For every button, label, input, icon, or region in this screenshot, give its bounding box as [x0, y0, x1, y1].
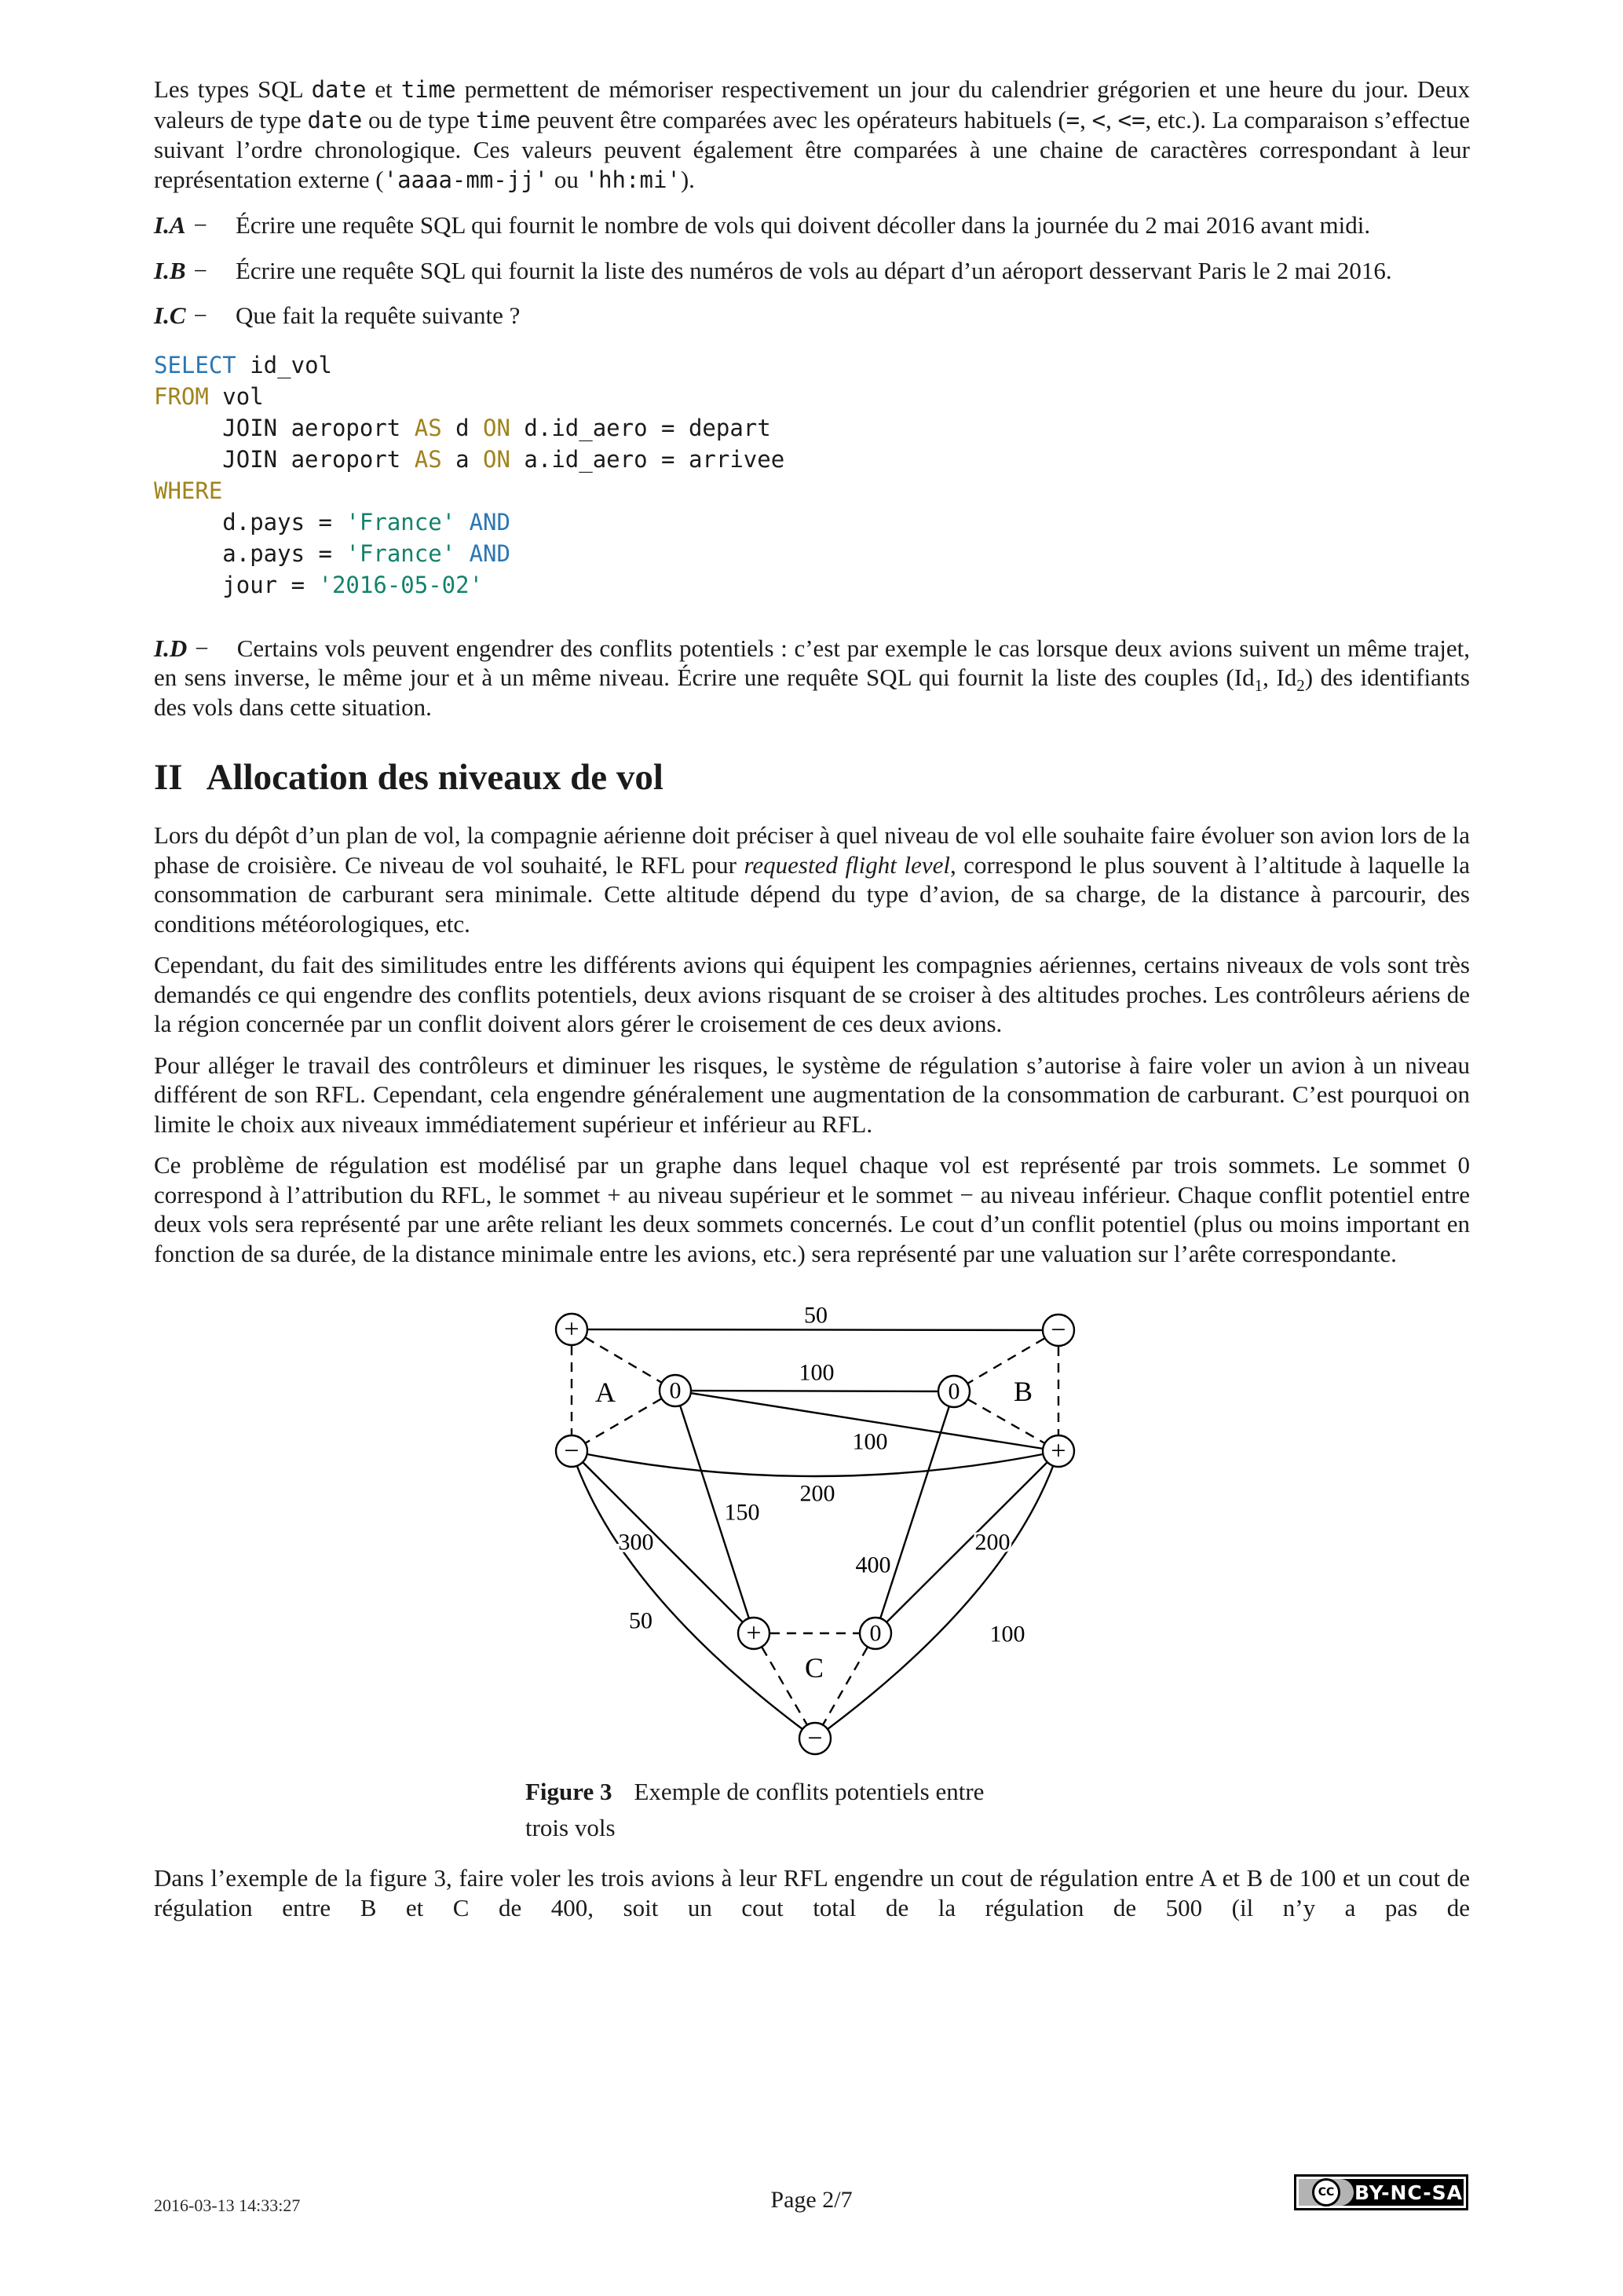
text-run: I.D [154, 634, 188, 662]
text-run: ). [680, 165, 695, 193]
figure-caption-label: Figure 3 [525, 1778, 612, 1805]
text-run: ou de type [362, 105, 476, 133]
sql-line [154, 412, 1470, 444]
edge-B--B0 [954, 1330, 1058, 1391]
graph-node-sign-C-: − [807, 1724, 823, 1753]
sql-token: jour = [154, 571, 319, 598]
edge-A0-A- [572, 1391, 675, 1451]
cc-license-badge-inner [1299, 2179, 1464, 2206]
sql-token: JOIN aeroport [154, 414, 415, 441]
text-run: permettent de mémoriser respectivement un jour du calendrier grégorien et une heure du jour. Deux valeurs de type [154, 75, 1471, 133]
graph-node-sign-C+: + [746, 1618, 762, 1648]
edge-C+-C- [754, 1633, 815, 1738]
text-run: 2 [1296, 676, 1305, 696]
sql-token: FROM [154, 382, 209, 410]
figure-caption-text: Exemple de conflits potentiels entre [634, 1778, 985, 1805]
text-run: requested flight level [744, 850, 950, 879]
intro-paragraph [154, 75, 1470, 195]
text-run: time [400, 76, 456, 103]
edge-weight-label: 100 [852, 1428, 888, 1455]
question-ic [154, 301, 1470, 331]
cc-license-label: BY-NC-SA [1354, 2181, 1464, 2204]
text-run: ) des identifiants des vols dans cette situation. [154, 664, 1470, 721]
closing-paragraph: Dans l’exemple de la figure 3, faire voler les trois avions à leur RFL engendre un cout de régulation entre A et B de 100 et un cout de régulation entre B et C de 400, soit un cout total de la régulation de 500 (il n’y a pas de [154, 1864, 1470, 1921]
graph-node-sign-B0: 0 [948, 1378, 960, 1405]
sql-token: d.id_aero = depart [510, 414, 771, 441]
graph-node-sign-B+: + [1051, 1436, 1066, 1466]
sql-token: AS [414, 414, 442, 441]
edge-A+-B- [572, 1329, 1058, 1330]
sql-token: '2016-05-02' [318, 571, 484, 598]
edge-weight-label: 100 [799, 1359, 835, 1386]
sql-token: d [441, 414, 484, 441]
text-run: date [307, 106, 363, 133]
sql-line [154, 349, 1470, 381]
text-run: Que fait la requête suivante ? [235, 302, 521, 329]
text-run: date [311, 76, 367, 103]
footer-timestamp: 2016-03-13 14:33:27 [154, 2195, 301, 2215]
text-run: I.A [154, 211, 186, 239]
edge-B+-C- [815, 1451, 1058, 1738]
sql-token: JOIN aeroport [154, 445, 415, 473]
edge-C0-C- [815, 1633, 875, 1738]
text-run: , Id [1263, 664, 1297, 691]
question-id [154, 634, 1470, 722]
graph-node-sign-C0: 0 [869, 1620, 882, 1647]
sql-token: d.pays = [154, 508, 346, 536]
text-run: Les types SQL [154, 75, 312, 103]
flight-label-A: A [595, 1377, 616, 1408]
text-run: = [1066, 106, 1080, 133]
sql-line [154, 381, 1470, 412]
sql-token: ON [483, 445, 510, 473]
sql-token: ON [483, 414, 510, 441]
text-run: Certains vols peuvent engendrer des conflits potentiels : c’est par exemple le cas lorsque deux avions suivent un même trajet, en sens inverse, le même jour et à un même niveau. Écrire une requête SQL qui fournit la liste des couples (Id [154, 634, 1470, 691]
sql-token: SELECT [154, 351, 236, 378]
sql-line [154, 538, 1470, 569]
text-run: Écrire une requête SQL qui fournit la liste des numéros de vols au départ d’un aéroport desservant Paris le 2 mai 2016. [235, 256, 1392, 284]
edge-weight-label: 400 [855, 1552, 891, 1578]
sql-token: 'France' [345, 508, 456, 536]
text-run: − [193, 302, 207, 329]
footer-page-number: Page 2/7 [770, 2187, 853, 2213]
cc-icon-panel [1299, 2179, 1354, 2206]
text-run: − [195, 634, 209, 662]
text-run: I.C [154, 302, 186, 329]
text-run: Lors du dépôt d’un plan de vol, la compagnie aérienne doit préciser à quel niveau de vol elle souhaite faire évoluer son avion lors de la phase de croisière. Ce niveau de vol souhaité, le RFL pour [154, 821, 1470, 879]
text-run: − [193, 256, 207, 284]
figure-3 [514, 1300, 1110, 1763]
sql-token: vol [208, 382, 264, 410]
graph-node-sign-B-: − [1051, 1315, 1066, 1345]
text-run: Écrire une requête SQL qui fournit le nombre de vols qui doivent décoller dans la journée du 2 mai 2016 avant midi. [235, 211, 1371, 239]
text-run: , etc.). La comparaison s’effectue suivant l’ordre chronologique. Ces valeurs peuvent également être comparées à une chaine de caractères correspondant à leur représentation externe ( [154, 105, 1471, 193]
text-run: peuvent être comparées avec les opérateurs habituels ( [530, 105, 1066, 133]
sql-token: id_vol [236, 351, 332, 378]
graph-node-sign-A-: − [564, 1436, 579, 1466]
paragraph-pour: Pour alléger le travail des contrôleurs et diminuer les risques, le système de régulation s’autorise à faire voler un avion à un niveau différent de son RFL. Cependant, cela engendre généralement une augmentation de la consommation de carburant. C’est pourquoi on limite le choix aux niveaux immédiatement supérieur et inférieur au RFL. [154, 1051, 1470, 1138]
edge-weight-label: 50 [804, 1302, 828, 1329]
text-run: , [1080, 105, 1092, 133]
sql-line [154, 506, 1470, 538]
text-run: < [1091, 106, 1106, 133]
figure-caption-line2: trois vols [525, 1814, 616, 1841]
text-run: 'aaaa-mm-jj' [383, 166, 549, 193]
text-run: I.B [154, 256, 186, 284]
figure-caption-line1 [525, 1774, 1098, 1810]
paragraph-ce-probleme: Ce problème de régulation est modélisé par un graphe dans lequel chaque vol est représenté par trois sommets. Le sommet 0 correspond à l’attribution du RFL, le sommet + au niveau supérieur et le sommet − au niveau inférieur. Chaque conflit potentiel entre deux vols sera représenté par une arête reliant les deux sommets concernés. Le cout d’un conflit potentiel (plus ou moins important en fonction de sa durée, de la distance minimale entre les avions, etc.) sera représenté par une valuation sur l’arête correspondante. [154, 1151, 1470, 1267]
edge-weight-label: 150 [724, 1499, 760, 1526]
sql-line [154, 569, 1470, 601]
sql-token: 'France' [345, 539, 456, 567]
paragraph-lors [154, 821, 1470, 938]
edge-weight-label: 200 [974, 1529, 1011, 1556]
text-run: 1 [1254, 676, 1263, 696]
edge-weight-label: 300 [618, 1529, 654, 1556]
sql-token: a.pays = [154, 539, 346, 567]
sql-token: AS [414, 445, 442, 473]
sql-token: a.id_aero = arrivee [510, 445, 785, 473]
sql-token: a [441, 445, 484, 473]
text-run: <= [1117, 106, 1146, 133]
section-heading [154, 755, 1470, 800]
sql-line [154, 475, 1470, 506]
flight-label-B: B [1013, 1376, 1033, 1407]
cc-license-badge [1294, 2174, 1468, 2210]
text-run: , correspond le plus souvent à l’altitude à laquelle la consommation de carburant sera minimale. Cette altitude dépend du type d’avion, de sa charge, de la distance à parcourir, des conditions météorologiques, etc. [154, 850, 1470, 938]
graph-node-sign-A0: 0 [669, 1377, 682, 1404]
edge-B+-C0 [875, 1451, 1058, 1633]
sql-token: AND [469, 508, 510, 536]
sql-token: WHERE [154, 477, 223, 504]
paragraph-cependant: Cependant, du fait des similitudes entre les différents avions qui équipent les compagnies aériennes, certains niveaux de vols sont très demandés ce qui engendre des conflits potentiels, deux avions risquant de se croiser à des altitudes proches. Les contrôleurs aériens de la région concernée par un conflit doivent alors gérer le croisement de ces deux avions. [154, 951, 1470, 1037]
text-run: time [476, 106, 531, 133]
sql-token [455, 540, 469, 567]
page-content [154, 75, 1470, 1934]
edge-A--B+ [572, 1451, 1058, 1476]
text-run: 'hh:mi' [584, 166, 681, 193]
sql-token [455, 509, 469, 536]
sql-line [154, 444, 1470, 475]
section-title: Allocation des niveaux de vol [206, 757, 663, 798]
edge-A--C- [572, 1451, 815, 1738]
cc-icon: CC [1312, 2178, 1340, 2206]
edge-A--C+ [572, 1451, 754, 1633]
edge-weight-label: 100 [989, 1621, 1025, 1647]
section-number: II [154, 757, 183, 798]
text-run: ou [548, 165, 585, 193]
figure-graph [514, 1300, 1110, 1759]
edge-A+-A0 [572, 1329, 675, 1391]
edge-weight-label: 200 [799, 1480, 835, 1507]
text-run: − [193, 211, 207, 239]
question-ib [154, 256, 1470, 286]
graph-node-sign-A+: + [564, 1314, 579, 1344]
question-ia [154, 210, 1470, 240]
text-run: , [1106, 105, 1118, 133]
flight-label-C: C [804, 1652, 824, 1684]
sql-code-block [154, 349, 1470, 601]
sql-token: AND [469, 539, 510, 567]
edge-weight-label: 50 [629, 1607, 652, 1634]
figure-caption [525, 1774, 1098, 1846]
text-run: et [366, 75, 401, 103]
